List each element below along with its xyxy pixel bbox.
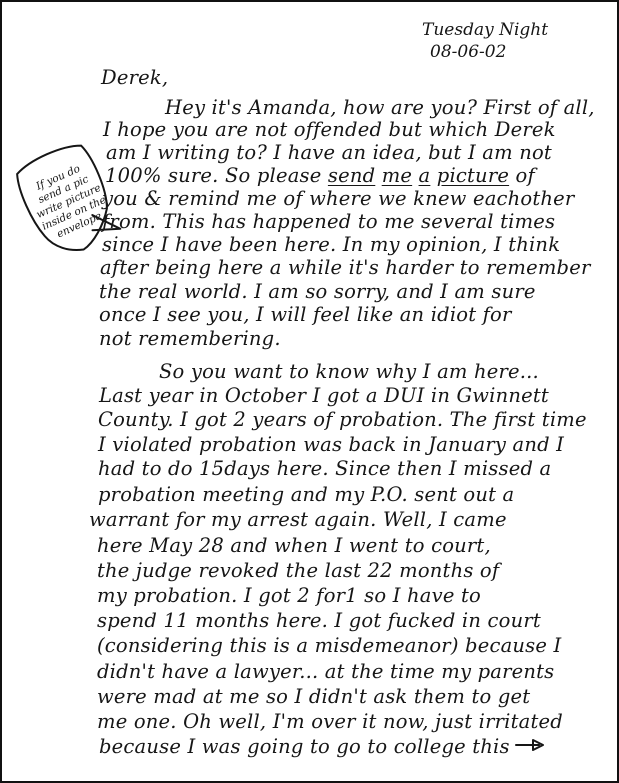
letter-date: 08-06-02 <box>430 42 507 62</box>
continue-arrow-icon <box>514 738 546 752</box>
side-note-text: If you do send a pic write picture inside on the envelope <box>34 162 108 241</box>
letter-line-8: after being here a while it's harder to remember <box>100 256 591 279</box>
letter-line-26: me one. Oh well, I'm over it now, just irritated <box>97 710 563 733</box>
letter-line-27: because I was going to go to college this <box>99 735 510 758</box>
letter-line-25: were mad at me so I didn't ask them to get <box>97 685 531 708</box>
emphasis-word-picture: picture <box>436 164 510 187</box>
emphasis-word-a: a <box>418 164 431 187</box>
letter-line-7: since I have been here. In my opinion, I think <box>102 233 561 256</box>
letter-line-22: spend 11 months here. I got fucked in court <box>97 609 541 632</box>
letter-line-20: the judge revoked the last 22 months of <box>97 559 500 582</box>
letter-line-14: County. I got 2 years of probation. The first time <box>98 408 587 431</box>
letter-line-18: warrant for my arrest again. Well, I came <box>89 508 507 531</box>
letter-line-16: had to do 15days here. Since then I missed a <box>98 457 552 480</box>
letter-line-11: not remembering. <box>99 327 281 350</box>
letter-line-1: Hey it's Amanda, how are you? First of all, <box>165 96 595 119</box>
letter-line-13: Last year in October I got a DUI in Gwinnett <box>99 384 549 407</box>
emphasis-word-send: send <box>327 164 376 187</box>
letter-line-4-text: 100% sure. So please <box>105 164 328 187</box>
emphasis-word-of: of <box>515 164 535 187</box>
letter-line-19: here May 28 and when I went to court, <box>97 534 491 557</box>
letter-line-4 <box>105 166 535 186</box>
letter-line-15: I violated probation was back in January and I <box>98 433 565 456</box>
letter-line-21: my probation. I got 2 for1 so I have to <box>97 584 481 607</box>
letter-line-5: you & remind me of where we knew eachother <box>102 187 575 210</box>
letter-greeting: Derek, <box>101 66 169 89</box>
letter-line-24: didn't have a lawyer... at the time my parents <box>97 660 555 683</box>
emphasis-word-me: me <box>381 164 413 187</box>
letter-day: Tuesday Night <box>422 20 549 40</box>
letter-line-6: from. This has happened to me several times <box>102 210 556 233</box>
letter-line-3: am I writing to? I have an idea, but I am not <box>106 141 552 164</box>
letter-line-10: once I see you, I will feel like an idiot for <box>99 303 512 326</box>
letter-line-23: (considering this is a misdemeanor) because I <box>97 634 562 657</box>
letter-line-2: I hope you are not offended but which Derek <box>103 118 556 141</box>
letter-line-12: So you want to know why I am here... <box>159 360 539 383</box>
letter-line-17: probation meeting and my P.O. sent out a <box>98 483 515 506</box>
letter-line-9: the real world. I am so sorry, and I am sure <box>99 280 536 303</box>
